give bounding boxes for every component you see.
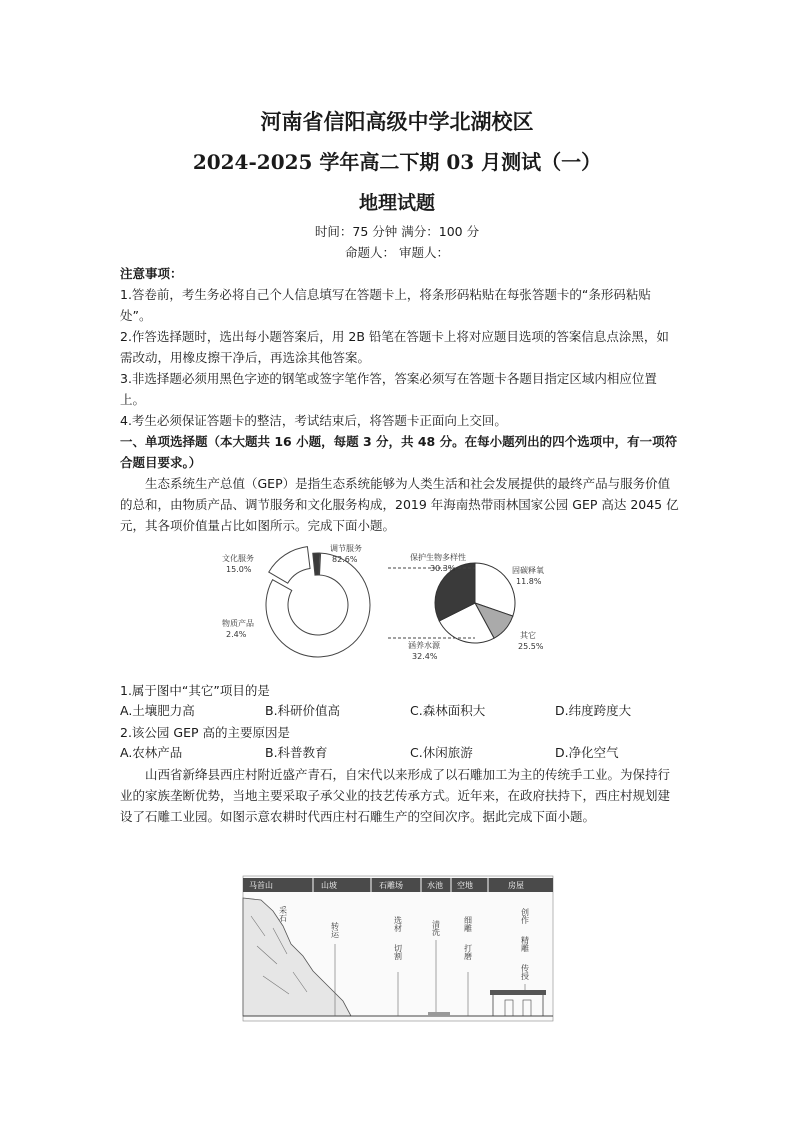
zone-label: 空地 xyxy=(457,881,473,890)
value-biodiversity: 30.3% xyxy=(430,564,456,573)
q1-stem: 1.属于图中“其它”项目的是 xyxy=(120,683,270,698)
zone-label: 石雕场 xyxy=(379,881,403,890)
q2-option-c[interactable]: C.休闲旅游 xyxy=(410,745,473,760)
q2-option-d[interactable]: D.净化空气 xyxy=(555,745,619,760)
activity-label: 清洗 xyxy=(431,920,441,936)
value-material: 2.4% xyxy=(226,630,247,639)
value-other: 25.5% xyxy=(518,642,544,651)
zone-label: 房屋 xyxy=(508,881,524,890)
q2-option-b[interactable]: B.科普教育 xyxy=(265,745,328,760)
stone-carving-diagram xyxy=(243,876,553,1021)
school-title: 河南省信阳高级中学北湖校区 xyxy=(260,109,534,134)
label-biodiversity: 保护生物多样性 xyxy=(410,553,466,562)
note-item: 4.考生必须保证答题卡的整洁，考试结束后，将答题卡正面向上交回。 xyxy=(120,413,507,428)
activity-label: 创作 xyxy=(520,908,530,924)
activity-label: 精雕 xyxy=(520,936,530,952)
section-title: 一、单项选择题（本大题共 16 小题，每题 3 分，共 48 分。在每小题列出的四个选项中，有一项符合题目要求。） xyxy=(120,434,678,470)
donut-slice-2 xyxy=(269,547,310,584)
label-other: 其它 xyxy=(520,631,536,640)
zone-label: 山坡 xyxy=(321,881,337,890)
notes-heading: 注意事项： xyxy=(120,266,183,281)
value-regulating: 82.6% xyxy=(332,555,358,564)
note-item: 1.答卷前，考生务必将自己个人信息填写在答题卡上，将条形码粘贴在每张答题卡的“条形码粘贴处”。 xyxy=(120,287,651,323)
passage-stone-carving: 山西省新绛县西庄村附近盛产青石，自宋代以来形成了以石雕加工为主的传统手工业。为保持行业的家族垄断优势，当地主要采取子承父业的技艺传承方式。近年来，在政府扶持下，西庄村规划建设了石雕工业园。如图示意农耕时代西庄村石雕生产的空间次序。据此完成下面小题。 xyxy=(120,767,671,824)
passage-gep: 生态系统生产总值（GEP）是指生态系统能够为人类生活和社会发展提供的最终产品与服务价值的总和，由物质产品、调节服务和文化服务构成，2019 年海南热带雨林国家公园 GEP 高达 2045 亿元，其各项价值量占比如图所示。完成下面小题。 xyxy=(120,476,679,533)
q1-option-d[interactable]: D.纬度跨度大 xyxy=(555,703,632,718)
q2-option-a[interactable]: A.农林产品 xyxy=(120,745,183,760)
zone-label: 马首山 xyxy=(249,881,273,890)
activity-label: 转运 xyxy=(330,922,340,938)
subject-title: 地理试题 xyxy=(358,192,435,214)
activity-label: 细雕 xyxy=(463,916,473,932)
exam-title: 2024-2025 学年高二下期 03 月测试（一） xyxy=(192,150,602,174)
activity-label: 选材 xyxy=(393,916,403,932)
label-water: 涵养水源 xyxy=(408,641,440,650)
activity-label: 切割 xyxy=(393,944,403,960)
value-water: 32.4% xyxy=(412,652,438,661)
q1-option-c[interactable]: C.森林面积大 xyxy=(410,703,486,718)
label-cultural: 文化服务 xyxy=(222,554,254,563)
zone-label: 水池 xyxy=(427,881,443,890)
time-score: 时间：75 分钟 满分：100 分 xyxy=(314,224,480,239)
label-regulating: 调节服务 xyxy=(330,544,362,553)
activity-label: 传授 xyxy=(520,964,530,980)
q1-option-a[interactable]: A.土壤肥力高 xyxy=(120,703,195,718)
value-carbon: 11.8% xyxy=(516,577,542,586)
note-item: 3.非选择题必须用黑色字迹的钢笔或签字笔作答，答案必须写在答题卡各题目指定区域内相应位置上。 xyxy=(120,371,657,407)
q2-stem: 2.该公园 GEP 高的主要原因是 xyxy=(120,725,290,740)
label-material: 物质产品 xyxy=(222,619,254,628)
donut-slice-3 xyxy=(313,553,320,575)
label-carbon: 固碳释氧 xyxy=(512,566,544,575)
gep-chart xyxy=(220,540,544,670)
note-item: 2.作答选择题时，选出每小题答案后，用 2B 铅笔在答题卡上将对应题目选项的答案信息点涂黑，如需改动，用橡皮擦干净后，再选涂其他答案。 xyxy=(120,329,669,365)
water-pool xyxy=(428,1012,450,1016)
value-cultural: 15.0% xyxy=(226,565,252,574)
authors: 命题人： 审题人： xyxy=(345,245,449,260)
breakdown-pie-chart xyxy=(435,563,515,643)
activity-label: 打磨 xyxy=(463,944,473,960)
q1-option-b[interactable]: B.科研价值高 xyxy=(265,703,341,718)
activity-label: 采石 xyxy=(278,906,288,922)
